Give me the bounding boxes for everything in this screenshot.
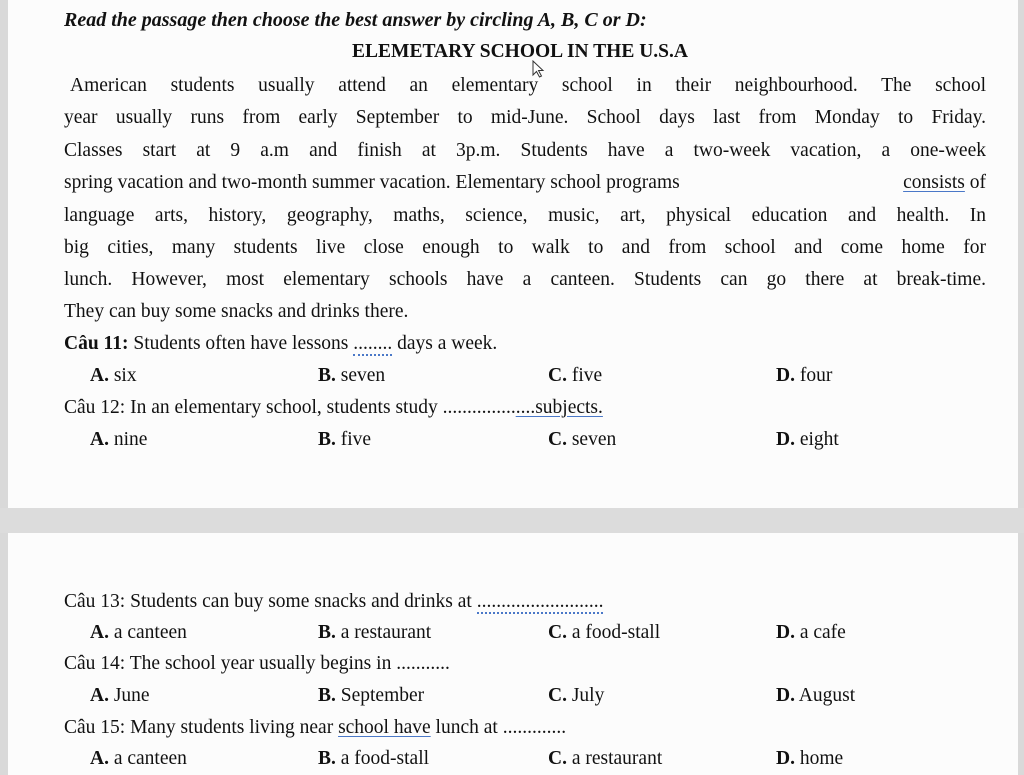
- question-text: Students can buy some snacks and drinks at: [130, 591, 477, 612]
- option-letter: D.: [776, 748, 795, 769]
- option-a[interactable]: [90, 428, 147, 452]
- option-text: six: [113, 365, 137, 386]
- option-letter: B.: [318, 622, 336, 643]
- passage-line-2: year usually runs from early September to mid-June. School days last from Monday to Friday.: [64, 107, 986, 128]
- question-label: Câu 11:: [64, 333, 129, 354]
- question-12: [64, 396, 603, 420]
- question-text-end: days a week.: [392, 333, 498, 354]
- option-letter: C.: [548, 365, 567, 386]
- option-d[interactable]: [776, 684, 855, 708]
- passage-line-6: big cities, many students live close enough to walk to and from school and come home for: [64, 237, 986, 258]
- option-letter: A.: [90, 365, 109, 386]
- option-text: a restaurant: [571, 748, 663, 769]
- option-letter: A.: [90, 748, 109, 769]
- option-text: a food-stall: [340, 748, 430, 769]
- option-letter: D.: [776, 685, 795, 706]
- passage-line-1: American students usually attend an elementary school in their neighbourhood. The school: [70, 75, 986, 96]
- passage-title: ELEMETARY SCHOOL IN THE U.S.A: [352, 41, 688, 62]
- option-c[interactable]: [548, 684, 604, 708]
- option-c[interactable]: [548, 428, 616, 452]
- question-text: Many students living near: [130, 717, 339, 738]
- option-letter: B.: [318, 685, 336, 706]
- option-text: home: [799, 748, 844, 769]
- option-b[interactable]: [318, 428, 371, 452]
- option-text: a restaurant: [340, 622, 432, 643]
- option-letter: B.: [318, 365, 336, 386]
- option-letter: D.: [776, 365, 795, 386]
- option-c[interactable]: [548, 621, 660, 645]
- question-label: Câu 13:: [64, 591, 126, 612]
- option-text: four: [799, 365, 833, 386]
- passage-line-3: Classes start at 9 a.m and finish at 3p.m. Students have a two-week vacation, a one-week: [64, 140, 986, 161]
- question-11: [64, 332, 497, 356]
- option-letter: B.: [318, 748, 336, 769]
- option-text: September: [340, 685, 425, 706]
- question-text: The school year usually begins in: [129, 653, 397, 674]
- option-letter: C.: [548, 685, 567, 706]
- underlined-phrase: school have: [338, 717, 431, 738]
- option-a[interactable]: [90, 684, 150, 708]
- option-letter: C.: [548, 748, 567, 769]
- instruction: Read the passage then choose the best answer by circling A, B, C or D:: [64, 9, 647, 31]
- option-b[interactable]: [318, 364, 385, 388]
- passage-line-5: language arts, history, geography, maths, science, music, art, physical education and health. In: [64, 205, 986, 226]
- option-text: a canteen: [113, 748, 187, 769]
- option-b[interactable]: [318, 621, 431, 645]
- answer-blank: ........: [353, 333, 393, 354]
- answer-blank: ..........................: [476, 591, 604, 612]
- option-d[interactable]: [776, 747, 843, 771]
- option-text: five: [340, 429, 372, 450]
- option-letter: A.: [90, 429, 109, 450]
- option-letter: C.: [548, 429, 567, 450]
- option-b[interactable]: [318, 684, 424, 708]
- option-text: eight: [799, 429, 839, 450]
- question-text: Students often have lessons: [133, 333, 354, 354]
- question-text: In an elementary school, students study: [130, 397, 443, 418]
- passage-line-4-text: spring vacation and two-month summer vacation. Elementary school programs: [64, 172, 680, 193]
- page-divider: [0, 508, 1024, 533]
- underlined-word-consists: consists: [903, 172, 965, 193]
- option-text: July: [571, 685, 605, 706]
- answer-blank: ...............: [442, 397, 516, 418]
- passage-line-7: lunch. However, most elementary schools have a canteen. Students can go there at break-time.: [64, 269, 986, 290]
- option-a[interactable]: [90, 364, 137, 388]
- passage-line-4-of: of: [969, 172, 986, 193]
- option-letter: B.: [318, 429, 336, 450]
- option-letter: A.: [90, 622, 109, 643]
- passage-line-4: [64, 171, 986, 195]
- option-d[interactable]: [776, 428, 839, 452]
- answer-blank: .............: [502, 717, 567, 738]
- option-text: a food-stall: [571, 622, 661, 643]
- question-label: Câu 12:: [64, 397, 126, 418]
- option-c[interactable]: [548, 747, 662, 771]
- option-text: June: [113, 685, 150, 706]
- option-text: August: [798, 685, 856, 706]
- option-a[interactable]: [90, 747, 187, 771]
- option-letter: A.: [90, 685, 109, 706]
- question-13: [64, 590, 603, 614]
- option-letter: C.: [548, 622, 567, 643]
- passage-line-4-tail: [903, 171, 986, 195]
- question-text-mid: lunch at: [430, 717, 503, 738]
- option-text: a canteen: [113, 622, 187, 643]
- option-text: five: [571, 365, 603, 386]
- option-text: nine: [113, 429, 148, 450]
- question-14: [64, 652, 450, 676]
- option-d[interactable]: [776, 621, 846, 645]
- question-label: Câu 15:: [64, 717, 126, 738]
- question-15: [64, 716, 566, 740]
- option-text: a cafe: [799, 622, 846, 643]
- option-d[interactable]: [776, 364, 832, 388]
- question-label: Câu 14:: [64, 653, 126, 674]
- option-text: seven: [340, 365, 386, 386]
- option-letter: D.: [776, 622, 795, 643]
- option-text: seven: [571, 429, 617, 450]
- question-text-end: ....subjects.: [515, 397, 603, 418]
- answer-blank: ...........: [396, 653, 450, 674]
- option-letter: D.: [776, 429, 795, 450]
- option-a[interactable]: [90, 621, 187, 645]
- option-c[interactable]: [548, 364, 602, 388]
- option-b[interactable]: [318, 747, 429, 771]
- passage-line-8: They can buy some snacks and drinks there.: [64, 301, 409, 322]
